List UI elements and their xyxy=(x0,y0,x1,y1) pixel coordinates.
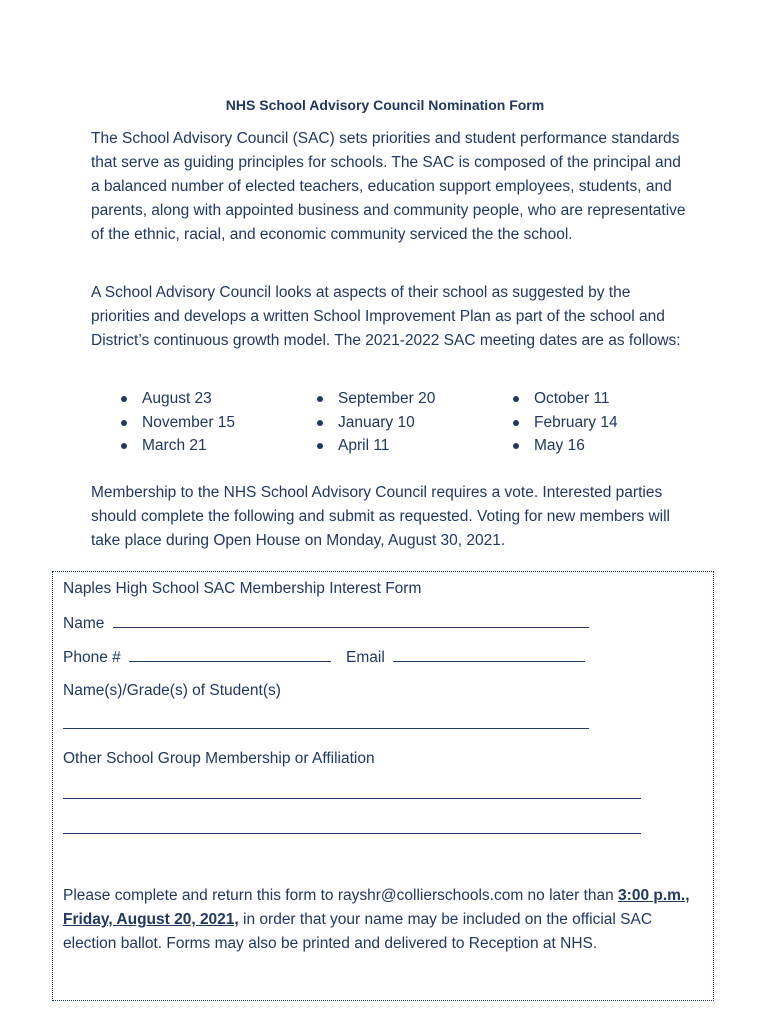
other-membership-row-2 xyxy=(63,819,641,840)
meeting-dates-column-1 xyxy=(118,387,314,458)
meeting-dates-column-3 xyxy=(510,387,660,458)
meeting-date-item: May 16 xyxy=(510,434,660,458)
meeting-dates-column-2 xyxy=(314,387,510,458)
meeting-date-item: February 14 xyxy=(510,411,660,435)
name-row xyxy=(63,613,589,634)
student-field[interactable] xyxy=(63,714,589,729)
phone-field[interactable] xyxy=(129,647,331,662)
other-membership-field-2[interactable] xyxy=(63,819,641,834)
other-membership-label: Other School Group Membership or Affiliation xyxy=(63,750,375,767)
membership-paragraph: Membership to the NHS School Advisory Council requires a vote. Interested parties should complete the following and submit as requested. Voting for new members will take place during Open House on Monday, August 30, 2021. xyxy=(91,484,670,549)
meeting-date-item: October 11 xyxy=(510,387,660,411)
meeting-date-item: April 11 xyxy=(314,434,510,458)
email-field[interactable] xyxy=(393,647,585,662)
meeting-dates-list xyxy=(118,387,660,458)
meeting-date-item: November 15 xyxy=(118,411,314,435)
meeting-date-item: September 20 xyxy=(314,387,510,411)
closing-instructions xyxy=(63,884,703,956)
student-label: Name(s)/Grade(s) of Student(s) xyxy=(63,682,281,699)
other-membership-field-1[interactable] xyxy=(63,784,641,799)
other-membership-row-1 xyxy=(63,784,641,805)
aspects-paragraph: A School Advisory Council looks at aspects of their school as suggested by the priorities and develops a written School Improvement Plan as part of the school and District’s continuous growth model. The 2021-2022 SAC meeting dates are as follows: xyxy=(91,284,681,349)
closing-text-part-1: Please complete and return this form to rayshr@collierschools.com no later than xyxy=(63,887,619,904)
interest-form-title: Naples High School SAC Membership Interest Form xyxy=(63,580,422,597)
phone-label: Phone # xyxy=(63,649,121,666)
closing-text-part-2: in order that your name may be included on the official SAC election ballot. Forms may also be printed and delivered to Reception at NHS. xyxy=(63,911,653,952)
form-title: NHS School Advisory Council Nomination Form xyxy=(225,97,545,113)
email-label: Email xyxy=(346,649,385,666)
name-label: Name xyxy=(63,615,105,632)
meeting-date-item: August 23 xyxy=(118,387,314,411)
name-field[interactable] xyxy=(113,613,589,628)
deadline-text: 3:00 p.m., Friday, August 20, 2021, xyxy=(63,887,690,928)
phone-row xyxy=(63,647,331,668)
meeting-date-item: March 21 xyxy=(118,434,314,458)
intro-paragraph: The School Advisory Council (SAC) sets priorities and student performance standards that serve as guiding principles for schools. The SAC is composed of the principal and a balanced number of elected teachers, education support employees, students, and parents, along with appointed business and community people, who are representative of the ethnic, racial, and economic community serviced the the school. xyxy=(91,130,686,243)
email-row xyxy=(346,647,585,668)
meeting-date-item: January 10 xyxy=(314,411,510,435)
student-row xyxy=(63,714,589,735)
